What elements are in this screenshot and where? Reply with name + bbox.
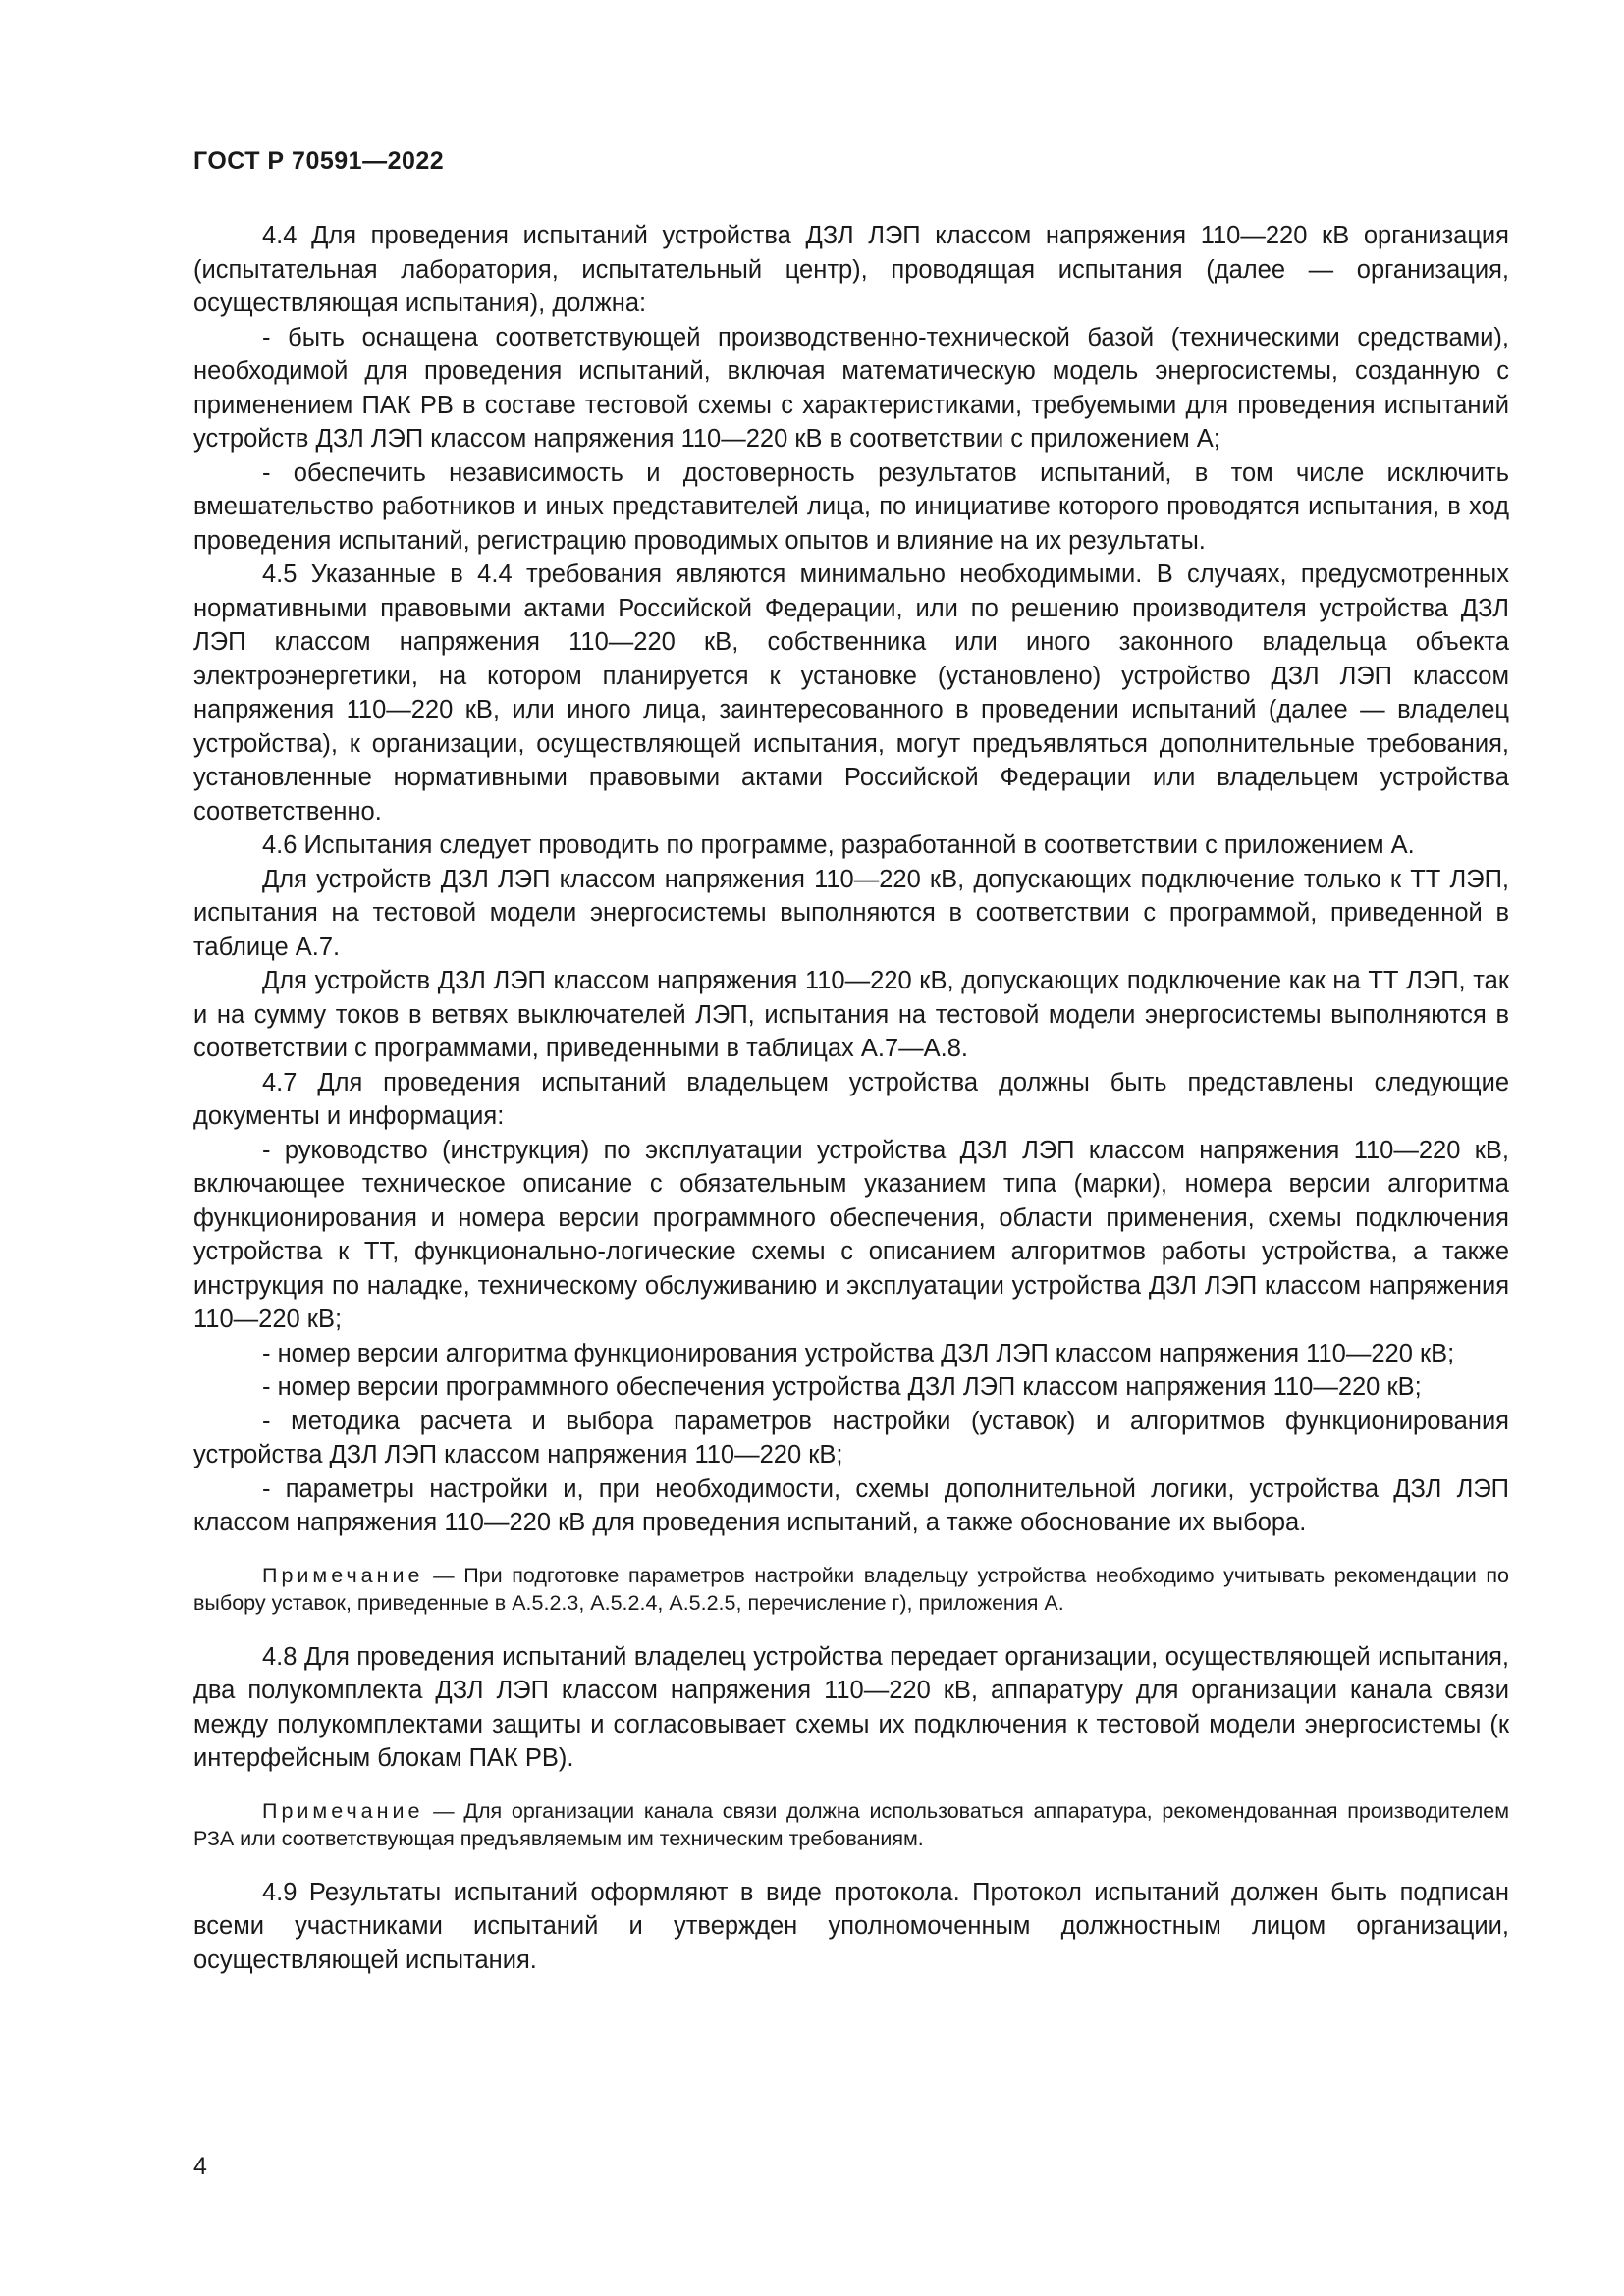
paragraph-4-9: 4.9 Результаты испытаний оформляют в виде протокола. Протокол испытаний должен быть подписан всеми участниками испытаний и утвержден уполномоченным должностным лицом организации, осуществляющей испытания.	[193, 1878, 1509, 1974]
paragraph-4-4: 4.4 Для проведения испытаний устройства ДЗЛ ЛЭП классом напряжения 110—220 кВ организация (испытательная лаборатория, испытательный центр), проводящая испытания (далее — организация, осуществляющая испытания), должна:	[193, 222, 1509, 317]
note-text: — При подготовке параметров настройки владельцу устройства необходимо учитывать рекомендации по выбору уставок, приведенные в А.5.2.3, А.5.2.4, А.5.2.5, перечисление г), приложения А.	[193, 1563, 1509, 1615]
note-1	[193, 1562, 1509, 1617]
paragraph-4-8: 4.8 Для проведения испытаний владелец устройства передает организации, осуществляющей испытания, два полукомплекта ДЗЛ ЛЭП классом напряжения 110—220 кВ, аппаратуру для организации канала связи между полукомплектами защиты и согласовывает схемы их подключения к тестовой модели энергосистемы (к интерфейсным блокам ПАК РВ).	[193, 1642, 1509, 1772]
note-text: — Для организации канала связи должна использоваться аппаратура, рекомендованная производителем РЗА или соответствующая предъявляемым им техническим требованиям.	[193, 1798, 1509, 1850]
paragraph: Для устройств ДЗЛ ЛЭП классом напряжения 110—220 кВ, допускающих подключение только к ТТ ЛЭП, испытания на тестовой модели энергосистемы выполняются в соответствии с программой, приведенной в таблице А.7.	[193, 865, 1509, 961]
page-number: 4	[193, 2153, 207, 2180]
paragraph: Для устройств ДЗЛ ЛЭП классом напряжения 110—220 кВ, допускающих подключение как на ТТ ЛЭП, так и на сумму токов в ветвях выключателей ЛЭП, испытания на тестовой модели энергосистемы выполняются в соответствии с программами, приведенными в таблицах А.7—А.8.	[193, 967, 1509, 1062]
paragraph-4-6: 4.6 Испытания следует проводить по программе, разработанной в соответствии с приложением А.	[262, 831, 1415, 859]
document-body	[193, 219, 1509, 1977]
list-item: - руководство (инструкция) по эксплуатации устройства ДЗЛ ЛЭП классом напряжения 110—220 кВ, включающее техническое описание с обязательным указанием типа (марки), номера версии алгоритма функционирования и номера версии программного обеспечения, области применения, схемы подключения устройства к ТТ, функционально-логические схемы с описанием алгоритмов работы устройства, а также инструкция по наладке, техническому обслуживанию и эксплуатации устройства ДЗЛ ЛЭП классом напряжения 110—220 кВ;	[193, 1136, 1509, 1333]
list-item: - быть оснащена соответствующей производственно-технической базой (техническими средствами), необходимой для проведения испытаний, включая математическую модель энергосистемы, созданную с применением ПАК РВ в составе тестовой схемы с характеристиками, требуемыми для проведения испытаний устройств ДЗЛ ЛЭП классом напряжения 110—220 кВ в соответствии с приложением А;	[193, 323, 1509, 453]
paragraph-4-7: 4.7 Для проведения испытаний владельцем устройства должны быть представлены следующие документы и информация:	[193, 1068, 1509, 1130]
list-item: - методика расчета и выбора параметров настройки (уставок) и алгоритмов функционирования устройства ДЗЛ ЛЭП классом напряжения 110—220 кВ;	[193, 1407, 1509, 1468]
document-header: ГОСТ Р 70591—2022	[193, 147, 445, 175]
note-label: Примечание	[262, 1563, 424, 1587]
list-item: - номер версии программного обеспечения устройства ДЗЛ ЛЭП классом напряжения 110—220 кВ;	[262, 1373, 1422, 1401]
list-item: - параметры настройки и, при необходимости, схемы дополнительной логики, устройства ДЗЛ ЛЭП классом напряжения 110—220 кВ для проведения испытаний, а также обоснование их выбора.	[193, 1474, 1509, 1536]
list-item: - номер версии алгоритма функционирования устройства ДЗЛ ЛЭП классом напряжения 110—220 кВ;	[262, 1339, 1455, 1367]
paragraph-4-5: 4.5 Указанные в 4.4 требования являются минимально необходимыми. В случаях, предусмотренных нормативными правовыми актами Российской Федерации, или по решению производителя устройства ДЗЛ ЛЭП классом напряжения 110—220 кВ, собственника или иного законного владельца объекта электроэнергетики, на котором планируется к установке (установлено) устройство ДЗЛ ЛЭП классом напряжения 110—220 кВ, или иного лица, заинтересованного в проведении испытаний (далее — владелец устройства), к организации, осуществляющей испытания, могут предъявляться дополнительные требования, установленные нормативными правовыми актами Российской Федерации или владельцем устройства соответственно.	[193, 561, 1509, 826]
note-2	[193, 1797, 1509, 1852]
note-label: Примечание	[262, 1798, 424, 1823]
list-item: - обеспечить независимость и достоверность результатов испытаний, в том числе исключить вмешательство работников и иных представителей лица, по инициативе которого проводятся испытания, в ход проведения испытаний, регистрацию проводимых опытов и влияние на их результаты.	[193, 458, 1509, 555]
